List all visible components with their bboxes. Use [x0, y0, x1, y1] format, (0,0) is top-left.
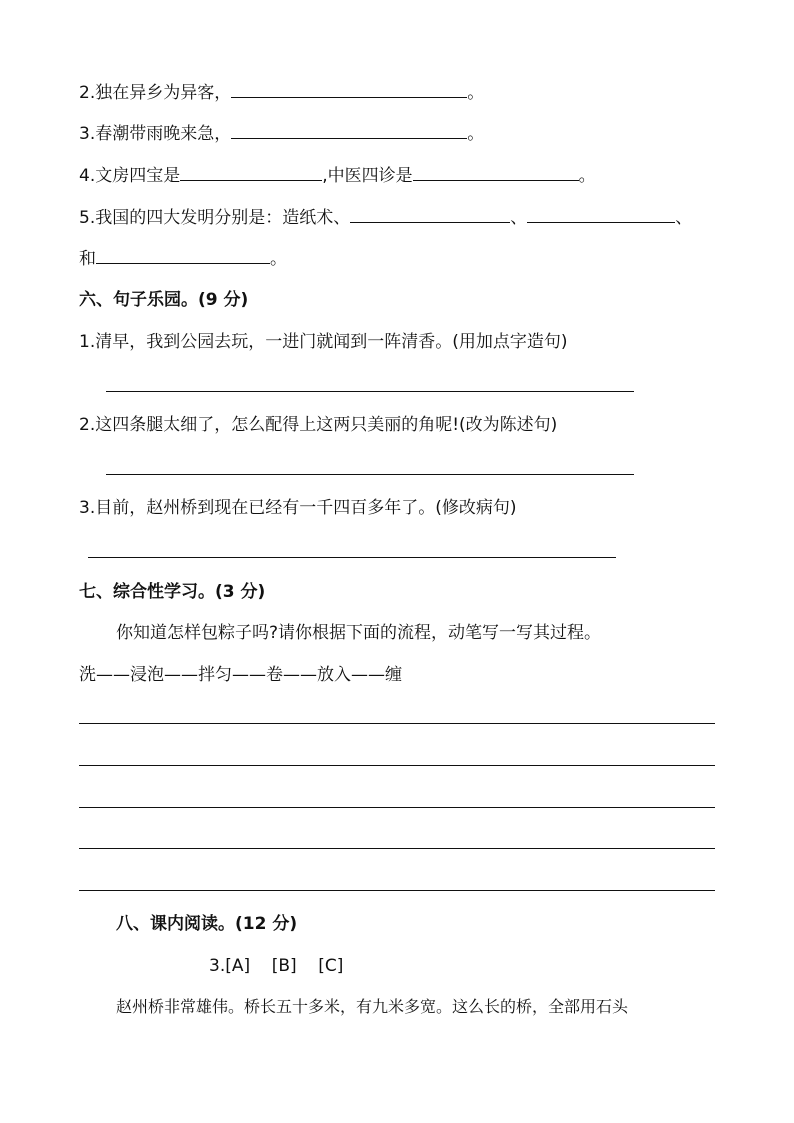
writing-line[interactable]	[79, 890, 715, 891]
answer-blank[interactable]	[231, 81, 467, 98]
question-3	[79, 122, 484, 145]
answer-line[interactable]	[106, 474, 634, 475]
question-5-cont-text: 和	[79, 249, 96, 269]
period: 。	[467, 83, 485, 103]
separator: 、	[510, 208, 528, 228]
period: 。	[578, 166, 596, 186]
section-6-title: 六、句子乐园。(9 分)	[79, 290, 249, 310]
question-2	[79, 81, 484, 104]
section-6-question-1: 1.清早，我到公园去玩，一进门就闻到一阵清香。(用加点字造句)	[79, 332, 568, 352]
writing-line[interactable]	[79, 723, 715, 724]
section-7-flow: 洗——浸泡——拌匀——卷——放入——缠	[79, 665, 402, 685]
writing-line[interactable]	[79, 807, 715, 808]
writing-line[interactable]	[79, 848, 715, 849]
answer-line[interactable]	[88, 557, 616, 558]
question-5	[79, 206, 692, 229]
question-4-mid: ,中医四诊是	[322, 166, 413, 186]
section-7-title: 七、综合性学习。(3 分)	[79, 582, 266, 602]
answer-blank[interactable]	[96, 247, 270, 264]
section-7-prompt: 你知道怎样包粽子吗?请你根据下面的流程，动笔写一写其过程。	[116, 623, 602, 643]
section-6-question-3: 3.目前，赵州桥到现在已经有一千四百多年了。(修改病句)	[79, 498, 517, 518]
period: 。	[467, 124, 485, 144]
answer-blank[interactable]	[180, 164, 322, 181]
writing-line[interactable]	[79, 765, 715, 766]
section-6-question-2: 2.这四条腿太细了，怎么配得上这两只美丽的角呢!(改为陈述句)	[79, 415, 558, 435]
separator: 、	[675, 208, 693, 228]
question-5-continued	[79, 247, 287, 270]
question-2-text: 2.独在异乡为异客，	[79, 83, 232, 103]
question-4-text: 4.文房四宝是	[79, 166, 181, 186]
answer-blank[interactable]	[527, 206, 675, 223]
question-3-text: 3.春潮带雨晚来急，	[79, 124, 232, 144]
question-4	[79, 164, 596, 187]
answer-line[interactable]	[106, 391, 634, 392]
answer-blank[interactable]	[231, 122, 467, 139]
period: 。	[270, 249, 287, 269]
reading-passage: 赵州桥非常雄伟。桥长五十多米，有九米多宽。这么长的桥，全部用石头	[116, 997, 629, 1016]
section-8-title: 八、课内阅读。(12 分)	[116, 914, 298, 934]
answer-options[interactable]: 3.[A] [B] [C]	[209, 956, 344, 976]
answer-blank[interactable]	[350, 206, 510, 223]
question-5-text: 5.我国的四大发明分别是：造纸术、	[79, 208, 351, 228]
answer-blank[interactable]	[413, 164, 579, 181]
